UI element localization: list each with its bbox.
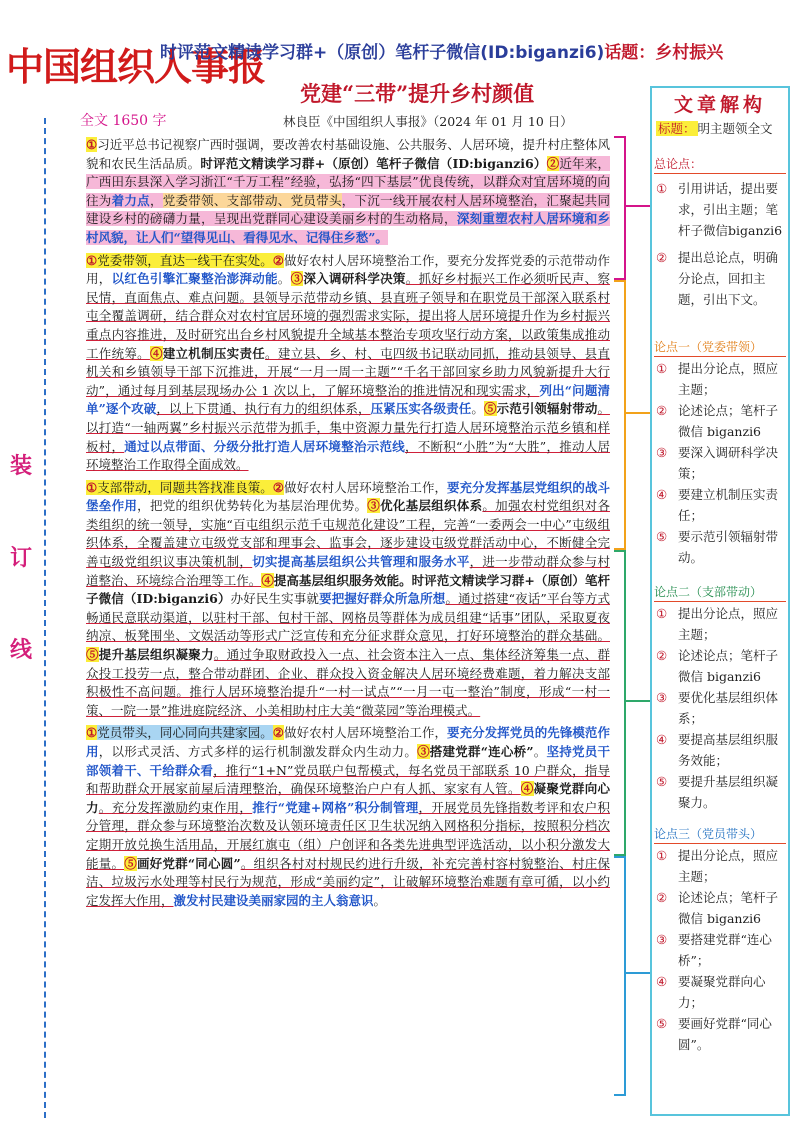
panel-title: 文章解构 [673, 94, 766, 116]
list-item [656, 645, 784, 687]
text-span: 支部带动，同题共答找准良策。 [97, 479, 273, 495]
item-number: ② [656, 648, 668, 663]
text-span: 党委带领，直达一线干在实处。 [97, 252, 273, 268]
item-number: ② [656, 403, 668, 418]
sentence-number: ⑤ [124, 855, 137, 871]
text-span: ，进一步带动群众参与村道整治、环境综合治理等工作。 [86, 554, 610, 588]
item-text: 提出分论点，照应主题； [678, 606, 779, 642]
banner-topic: 话题：乡村振兴 [604, 43, 724, 63]
item-text: 提出分论点，照应主题； [678, 848, 779, 884]
sentence-number: ② [272, 725, 285, 741]
text-span: ，以形式灵活、方式多样的运行机制激发群众内生动力。 [98, 744, 418, 759]
item-number: ② [656, 890, 668, 905]
text-span: 着力点 [111, 192, 150, 208]
text-span: ，开展党员先锋指数考评和农户积分管理，群众参与环境整治次数及认领环境责任区卫生状况纳入网格积分指标，按照积分档次定期开放兑换生活用品，开展红旗屯（组）户创评和各类先进典型评选活动，以小积分激发大能量。 [86, 799, 610, 871]
text-span: 做好农村人居环境整治工作， [284, 725, 448, 741]
word-count: 全文 1650 字 [80, 113, 167, 129]
arg2-paragraph [86, 479, 610, 721]
item-number: ③ [656, 690, 668, 705]
item-text: 要画好党群“同心圆”。 [678, 1016, 772, 1052]
sentence-number: ③ [417, 744, 430, 759]
sentence-number: ③ [367, 498, 381, 514]
text-span: 要充分发挥基层党组织的战斗堡垒作用 [86, 479, 610, 514]
text-span: 。 [277, 271, 291, 287]
item-number: ① [656, 361, 668, 376]
item-text: 要提升基层组织凝聚力。 [678, 774, 779, 810]
text-span: 坚持党员干部领着干、干给群众看 [86, 744, 610, 778]
text-span: ，把党的组织优势转化为基层治理优势。 [137, 498, 368, 514]
panel-title-line [656, 118, 784, 139]
text-span: 。建立县、乡、村、屯四级书记联动同抓，推动县领导、县直机关和乡镇领导干部下沉推进，开展“一月一周一主题”“千名干部回家乡助力风貌新提升大行动”，通过每月到基层现场办公 1 次以上，了解环境整治的推进情况和现实需求， [86, 345, 610, 398]
sentence-number: ④ [149, 345, 163, 361]
list-item [656, 771, 784, 813]
section-head-arg2: 论点二（支部带动） [654, 583, 786, 602]
text-span: 提升基层组织凝聚力 [98, 647, 214, 663]
text-span: 。组织各村对村规民约进行升级，补充完善村容村貌整治、村庄保洁、垃圾污水处理等村民行为规范，形成“美丽约定”，让破解环境整治难题有章可循，以小约定发挥大作用， [86, 855, 610, 908]
item-number: ① [656, 606, 668, 621]
binding-char: 装 [9, 453, 32, 479]
text-span: 深入调研科学决策 [303, 271, 406, 287]
text-span: 。 [471, 401, 484, 417]
bracket-arg3 [614, 856, 626, 1096]
text-span: 时评范文精读学习群+（原创）笔杆子微信（ID:biganzi6） [200, 155, 547, 171]
article-title: 党建“三带”提升乡村颜值 [300, 81, 535, 106]
list-item [656, 1013, 784, 1055]
item-text: 要优化基层组织体系； [678, 690, 779, 726]
binding-char: 线 [9, 637, 32, 663]
text-span: 建立机制压实责任 [162, 345, 266, 361]
intro-paragraph [86, 136, 610, 248]
text-span: 通过以点带面、分级分批打造人居环境整治示范线 [124, 438, 405, 454]
sentence-number: ⑤ [484, 401, 497, 417]
connector-line [626, 972, 652, 974]
text-span: 优化基层组织体系 [380, 498, 483, 514]
sentence-number: ① [86, 137, 98, 152]
sentence-number: ② [272, 252, 285, 268]
item-number: ⑤ [656, 529, 668, 544]
sentence-number: ④ [520, 781, 534, 797]
byline: 林良臣《中国组织人事报》（2024 年 01 月 10 日） [283, 114, 573, 129]
text-span: 要充分发挥党员的先锋模范作用 [86, 725, 610, 759]
text-span: 。 [373, 892, 387, 908]
banner-prefix: 时评范文精读学习群+（原创）笔杆子微信(ID:biganzi6) [160, 43, 605, 63]
list-item [656, 729, 784, 771]
item-text: 要搭建党群“连心桥”； [678, 932, 772, 968]
bracket-arg1 [614, 280, 626, 550]
item-number: ① [656, 181, 668, 196]
list-item [656, 442, 784, 484]
text-span: 切实提高基层组织公共管理和服务水平 [252, 554, 470, 570]
text-span: 。加强农村党组织对各类组织的统一领导，实施“百屯组织示范千屯规范化建设”工程，完善“一委两会一中心”屯级组织体系，全覆盖建立屯级党支部和理事会、监事会，逐步建设屯级党群活动中心，不断健全完善屯级党组织议事决策机制， [86, 498, 610, 570]
text-span: 搭建党群“连心桥” [429, 744, 534, 759]
list-item [656, 603, 784, 645]
sentence-number: ① [86, 479, 98, 495]
text-span: 做好农村人居环境整治工作， [284, 479, 448, 495]
sentence-number: ④ [261, 572, 274, 588]
text-span: ，下沉一线开展农村人居环境整治，汇聚起共同建设乡村的磅礴力量，呈现出党群同心建设美丽乡村的生动格局， [86, 192, 610, 227]
bracket-arg2 [614, 550, 626, 856]
text-span: 要把握好群众所急所想 [319, 591, 446, 607]
text-span: 党员带头，同心同向共建家园。 [97, 725, 273, 741]
bracket-intro [614, 136, 626, 280]
text-span: ， [149, 192, 163, 208]
text-span: 。通过搭建“夜话”平台等方式畅通民意联动渠道，以驻村干部、包村干部、网格员等群体为成员组建“话事”团队，采取夏夜纳凉、板凳围坐、文娱活动等形式广泛宣传和充分征求群众意见，打好环境整治的群众基础。 [86, 591, 610, 644]
title-tag-text: 明主题领全文 [697, 121, 773, 136]
item-text: 要示范引领辐射带动。 [678, 529, 779, 565]
text-span: 推行“党建+网格”积分制管理 [252, 799, 419, 815]
section-head-arg3: 论点三（党员带头） [654, 825, 786, 844]
text-span: 习近平总书记视察广西时强调，要改善农村基础设施、公共服务、人居环境，提升村庄整体风貌和农民生活品质。 [86, 137, 610, 171]
item-number: ④ [656, 732, 668, 747]
item-number: ④ [656, 974, 668, 989]
item-text: 论述论点；笔杆子微信 biganzi6 [678, 648, 779, 684]
arg1-paragraph [86, 252, 610, 475]
list-item [656, 400, 784, 442]
title-tag: 标题： [658, 121, 696, 136]
list-item [656, 247, 784, 310]
text-span: ，以上下贯通、执行有力的组织体系， [156, 401, 371, 417]
text-span: 画好党群“同心圆” [136, 855, 241, 871]
text-span: 党委带领、支部带动、党员带头 [162, 192, 342, 208]
list-item [656, 887, 784, 929]
list-item [656, 687, 784, 729]
text-span: 。以打造“一轴两翼”乡村振兴示范带为抓手，集中资源力量先行打造人居环境整治示范乡镇和样板村， [86, 401, 610, 454]
item-text: 论述论点；笔杆子微信 biganzi6 [678, 890, 779, 926]
text-span: 办好民生实事就 [230, 591, 320, 607]
item-text: 要深入调研科学决策； [678, 445, 779, 481]
list-item [656, 971, 784, 1013]
item-text: 要凝聚党群向心力； [678, 974, 766, 1010]
item-text: 要建立机制压实责任； [678, 487, 779, 523]
list-item [656, 178, 784, 241]
item-text: 引用讲话，提出要求，引出主题；笔杆子微信biganzi6 [678, 181, 783, 238]
list-item [656, 929, 784, 971]
text-span: 。 [533, 744, 547, 759]
connector-line [626, 412, 652, 414]
arg2-list [656, 603, 784, 813]
text-span: 压紧压实各级责任 [370, 401, 472, 417]
sentence-number: ② [272, 479, 285, 495]
arg3-list [656, 845, 784, 1055]
text-span: 。抓好乡村振兴工作必须听民声、察民情，直面焦点、难点问题。县领导示范带动乡镇、县直班子领导和在职党员干部深入联系村屯全覆盖调研，结合群众对农村宜居环境的强烈需求实际，提出将人居环境提升作为乡村振兴重点内容推进，及时研究出台乡村风貌提升全域基本整治专项攻坚行动方案，以政策集成推动工作统筹。 [86, 271, 610, 361]
text-span: ，推行“1+N”党员联户包帮模式，每名党员干部联系 10 户群众，指导和帮助群众开展家前屋后清理整治，确保环境整治户户有人抓、家家有人管。 [86, 762, 610, 797]
text-span: 近年来，广西田东县深入学习浙江“千万工程”经验，弘扬“四下基层”优良传统，以群众对宜居环境的向往为 [86, 155, 610, 208]
section-head-total: 总论点： [654, 155, 786, 174]
connector-line [626, 700, 652, 702]
sentence-number: ② [546, 155, 560, 171]
text-span: 做好农村人居环境整治工作，要充分发挥党委的示范带动作用， [86, 252, 610, 287]
item-text: 提出分论点，照应主题； [678, 361, 779, 397]
item-text: 论述论点；笔杆子微信 biganzi6 [678, 403, 779, 439]
item-number: ⑤ [656, 1016, 668, 1031]
text-span: 以红色引擎汇聚整治澎湃动能 [111, 271, 278, 287]
item-text: 提出总论点，明确分论点，回扣主题，引出下文。 [678, 250, 779, 307]
list-item [656, 358, 784, 400]
sentence-number: ① [86, 725, 98, 741]
sentence-number: ⑤ [86, 647, 99, 663]
text-span: ，不断积“小胜”为“大胜”，推动人居环境整治工作取得全面成效。 [86, 438, 610, 473]
item-number: ③ [656, 932, 668, 947]
item-text: 要提高基层组织服务效能； [678, 732, 779, 768]
text-span: 列出“问题清单”逐个攻破 [86, 382, 610, 417]
text-span: 激发村民建设美丽家园的主人翁意识 [173, 892, 374, 908]
sentence-number: ① [86, 252, 98, 268]
list-item [656, 526, 784, 568]
connector-line [626, 205, 652, 207]
sentence-number: ③ [290, 271, 304, 287]
arg3-paragraph [86, 724, 610, 910]
text-span: 。充分发挥激励约束作用， [98, 799, 253, 815]
binding-label [8, 420, 34, 696]
item-number: ⑤ [656, 774, 668, 789]
text-span: 。通过争取财政投入一点、社会资本注入一点、集体经济筹集一点、群众投工投劳一点，整合带动群团、企业、群众投入资金解决人居环境经费难题，着力解决支部积极性不高问题。推行人居环境整治提升“一村一试点”“一月一屯一整治”制度，形成“一村一策、一院一景”推进庭院经济、小美相助村庄大美“微菜园”等治理模式。 [86, 647, 610, 718]
text-span: 深刻重塑农村人居环境和乡村风貌，让人们“望得见山、看得见水、记得住乡愁”。 [86, 211, 610, 245]
item-number: ④ [656, 487, 668, 502]
text-span: 凝聚党群向心力 [86, 781, 610, 815]
article-body [86, 136, 610, 914]
item-number: ③ [656, 445, 668, 460]
newspaper-logo: 中国组织人事报 [6, 44, 266, 89]
binding-char: 订 [9, 545, 32, 571]
binding-dashed-line [44, 118, 46, 1118]
total-list [656, 178, 784, 310]
item-number: ① [656, 848, 668, 863]
text-span: 时评范文精读学习群+（原创）笔杆子微信（ID:biganzi6） [86, 572, 610, 607]
item-number: ② [656, 250, 668, 265]
list-item [656, 484, 784, 526]
list-item [656, 845, 784, 887]
text-span: 示范引领辐射带动 [496, 401, 598, 417]
arg1-list [656, 358, 784, 568]
section-head-arg1: 论点一（党委带领） [654, 338, 786, 357]
topic-banner [160, 38, 723, 63]
text-span: 提高基层组织服务效能。 [273, 572, 412, 588]
